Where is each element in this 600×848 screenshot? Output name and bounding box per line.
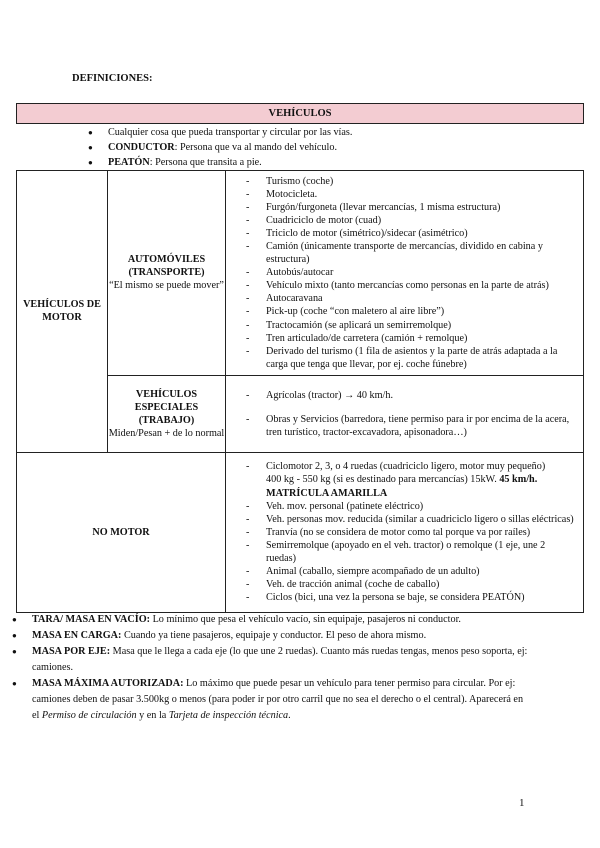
list-item: - Veh. mov. personal (patinete eléctrico) (246, 500, 577, 513)
automoviles-cell: AUTOMÓVILES (TRANSPORTE) “El mismo se puede mover” (108, 171, 226, 376)
section-title: DEFINICIONES: (72, 73, 153, 84)
list-item: - Triciclo de motor (simétrico)/sidecar (asimétrico) (246, 227, 577, 240)
no-motor-list-cell (226, 452, 584, 612)
list-item: - Autocaravana (246, 292, 577, 305)
list-item: ● PEATÓN: Persona que transita a pie. (88, 156, 352, 171)
list-item: - Motocicleta. (246, 188, 577, 201)
list-item: - Ciclos (bici, una vez la persona se baje, se considera PEATÓN) (246, 591, 577, 604)
especiales-cell: VEHÍCULOS ESPECIALES (TRABAJO) Miden/Pesan + de lo normal (108, 375, 226, 452)
list-item: - Autobús/autocar (246, 266, 577, 279)
definitions-list (12, 612, 532, 724)
list-item: - Tractocamión (se aplicará un semirremolque) (246, 319, 577, 332)
page-number: 1 (519, 797, 525, 809)
list-item: ● Cualquier cosa que pueda transportar y circular por las vías. (88, 126, 352, 141)
intro-bullet-list (88, 126, 352, 171)
list-item: - Ciclomotor 2, 3, o 4 ruedas (cuadriciclo ligero, motor muy pequeño) 400 kg - 550 kg (si es destinado para mercancías) 15kW. 45 km/h. MATRÍCULA AMARILLA (246, 460, 577, 499)
list-item: - Tren articulado/de carretera (camión + remolque) (246, 332, 577, 345)
list-item: - Veh. personas mov. reducida (similar a cuadriciclo ligero o sillas eléctricas) (246, 513, 577, 526)
list-item: - Turismo (coche) (246, 175, 577, 188)
list-item: - Animal (caballo, siempre acompañado de un adulto) (246, 565, 577, 578)
list-item: ● TARA/ MASA EN VACÍO: Lo mínimo que pesa el vehículo vacío, sin equipaje, pasajeros ni conductor. (12, 612, 532, 628)
list-item: - Camión (únicamente transporte de mercancías, dividido en cabina y estructura) (246, 240, 577, 266)
list-item: - Obras y Servicios (barredora, tiene permiso para ir por encima de la acera, tren turístico, tractor-excavadora, apisonadora…) (246, 413, 577, 439)
list-item: ● MASA MÁXIMA AUTORIZADA: Lo máximo que puede pesar un vehículo para tener permiso para circular. Por ej: camiones deben de pasar 3.500kg o menos (para poder ir por otro carril que no sea el derecho o el central). Aparecerá en el Permiso de circulación y en la Tarjeta de inspección técnica. (12, 676, 532, 724)
no-motor-category-cell: NO MOTOR (17, 452, 226, 612)
list-item: ● MASA POR EJE: Masa que le llega a cada eje (lo que une 2 ruedas). Cuanto más ruedas tengas, menos peso soporta, ej: camiones. (12, 644, 532, 676)
list-item: - Veh. de tracción animal (coche de caballo) (246, 578, 577, 591)
list-item: ● CONDUCTOR: Persona que va al mando del vehículo. (88, 141, 352, 156)
automoviles-list-cell (226, 171, 584, 376)
list-item: - Cuadriciclo de motor (cuad) (246, 214, 577, 227)
list-item: - Semirremolque (apoyado en el veh. tractor) o remolque (1 eje, une 2 ruedas) (246, 539, 577, 565)
vehicle-classification-table (16, 170, 584, 613)
motor-category-cell: VEHÍCULOS DE MOTOR (17, 171, 108, 453)
especiales-list-cell (226, 375, 584, 452)
list-item: - Agrícolas (tractor) → 40 km/h. (246, 389, 577, 402)
list-item: - Vehículo mixto (tanto mercancías como personas en la parte de atrás) (246, 279, 577, 292)
list-item: ● MASA EN CARGA: Cuando ya tiene pasajeros, equipaje y conductor. El peso de ahora mismo. (12, 628, 532, 644)
list-item: - Pick-up (coche “con maletero al aire libre”) (246, 305, 577, 318)
vehiculos-header: VEHÍCULOS (16, 103, 584, 124)
list-item: - Derivado del turismo (1 fila de asientos y la parte de atrás adaptada a la carga que tenga que llevar, por ej. coche fúnebre) (246, 345, 577, 371)
list-item: - Tranvía (no se considera de motor como tal porque va por raíles) (246, 526, 577, 539)
list-item: - Furgón/furgoneta (llevar mercancías, 1 misma estructura) (246, 201, 577, 214)
